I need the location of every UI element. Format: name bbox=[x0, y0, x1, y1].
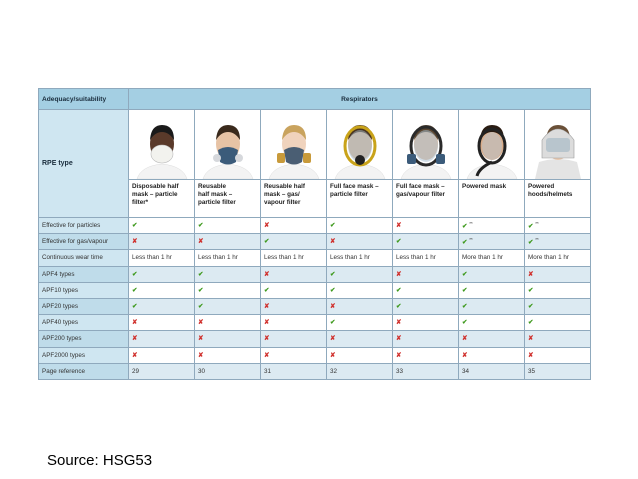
check-icon: ✔ bbox=[327, 282, 393, 298]
rpe-type-line: particle filter bbox=[330, 191, 368, 198]
rpe-type-label: RPE type bbox=[39, 110, 129, 218]
rpe-image-reusable-half-mask-gas-photo bbox=[261, 110, 327, 180]
cross-icon: ✘ bbox=[459, 347, 525, 363]
cross-icon: ✘ bbox=[327, 347, 393, 363]
double-star-note: ** bbox=[469, 237, 473, 243]
row-label: Effective for gas/vapour bbox=[39, 234, 129, 250]
cross-icon: ✘ bbox=[525, 347, 591, 363]
check-icon: ✔ bbox=[459, 315, 525, 331]
row-label: APF20 types bbox=[39, 298, 129, 314]
cross-icon: ✘ bbox=[129, 315, 195, 331]
row-label: APF4 types bbox=[39, 266, 129, 282]
check-icon: ✔ bbox=[195, 266, 261, 282]
check-icon: ✔ bbox=[459, 298, 525, 314]
cross-icon: ✘ bbox=[129, 234, 195, 250]
table-row bbox=[39, 363, 591, 379]
table-row bbox=[39, 298, 591, 314]
rpe-type-name bbox=[261, 180, 327, 218]
check-icon: ✔ bbox=[393, 282, 459, 298]
cross-icon: ✘ bbox=[129, 347, 195, 363]
rpe-type-line: hoods/helmets bbox=[528, 191, 573, 198]
cell-value: Less than 1 hr bbox=[327, 250, 393, 266]
rpe-image-full-face-mask-gas-photo bbox=[393, 110, 459, 180]
row-label: APF200 types bbox=[39, 331, 129, 347]
cell-value: Less than 1 hr bbox=[261, 250, 327, 266]
cell-value: 31 bbox=[261, 363, 327, 379]
rpe-image-powered-mask-photo bbox=[459, 110, 525, 180]
cell-value: Less than 1 hr bbox=[393, 250, 459, 266]
cross-icon: ✘ bbox=[525, 331, 591, 347]
cell-value: More than 1 hr bbox=[459, 250, 525, 266]
rpe-type-name bbox=[129, 180, 195, 218]
rpe-type-line: Powered bbox=[528, 183, 555, 190]
cell-value: 34 bbox=[459, 363, 525, 379]
cross-icon: ✘ bbox=[393, 347, 459, 363]
rpe-image-disposable-mask-photo bbox=[129, 110, 195, 180]
row-label: Page reference bbox=[39, 363, 129, 379]
rpe-type-line: filter* bbox=[132, 199, 149, 206]
cross-icon: ✘ bbox=[261, 218, 327, 234]
check-icon: ✔ bbox=[195, 298, 261, 314]
check-icon: ✔ bbox=[459, 282, 525, 298]
check-icon: ✔ bbox=[129, 266, 195, 282]
cross-icon: ✘ bbox=[393, 218, 459, 234]
table-row bbox=[39, 234, 591, 250]
row-label: Continuous wear time bbox=[39, 250, 129, 266]
source-caption: Source: HSG53 bbox=[47, 452, 153, 469]
cross-icon: ✘ bbox=[393, 331, 459, 347]
respirators-header: Respirators bbox=[129, 89, 591, 110]
table-row bbox=[39, 250, 591, 266]
cell-value: Less than 1 hr bbox=[129, 250, 195, 266]
table-row bbox=[39, 315, 591, 331]
check-icon: ✔ bbox=[129, 282, 195, 298]
rpe-type-line: Reusable half bbox=[264, 183, 305, 190]
rpe-type-line: Full face mask – bbox=[330, 183, 379, 190]
check-icon: ✔ bbox=[261, 234, 327, 250]
row-label: APF10 types bbox=[39, 282, 129, 298]
cell-value: More than 1 hr bbox=[525, 250, 591, 266]
cell-value: Less than 1 hr bbox=[195, 250, 261, 266]
cross-icon: ✘ bbox=[195, 234, 261, 250]
check-icon: ✔ bbox=[393, 234, 459, 250]
rpe-type-name bbox=[327, 180, 393, 218]
rpe-type-line: vapour filter bbox=[264, 199, 301, 206]
rpe-type-name bbox=[459, 180, 525, 218]
check-icon: ✔ bbox=[525, 282, 591, 298]
check-icon: ✔ bbox=[459, 266, 525, 282]
check-icon: ✔ ** bbox=[525, 218, 591, 234]
cross-icon: ✘ bbox=[195, 347, 261, 363]
cross-icon: ✘ bbox=[195, 331, 261, 347]
cell-value: 35 bbox=[525, 363, 591, 379]
rpe-type-line: mask – particle bbox=[132, 191, 178, 198]
rpe-image-reusable-half-mask-particle-photo bbox=[195, 110, 261, 180]
rpe-type-line: mask – gas/ bbox=[264, 191, 300, 198]
cross-icon: ✘ bbox=[261, 266, 327, 282]
rpe-image-full-face-mask-particle-photo bbox=[327, 110, 393, 180]
rpe-type-line: half mask – bbox=[198, 191, 233, 198]
rpe-type-line: Powered mask bbox=[462, 183, 507, 190]
cross-icon: ✘ bbox=[261, 331, 327, 347]
cell-value: 29 bbox=[129, 363, 195, 379]
rpe-type-name bbox=[393, 180, 459, 218]
cross-icon: ✘ bbox=[261, 298, 327, 314]
check-icon: ✔ ** bbox=[525, 234, 591, 250]
cross-icon: ✘ bbox=[327, 234, 393, 250]
double-star-note: ** bbox=[535, 237, 539, 243]
rpe-comparison-table bbox=[38, 88, 591, 380]
check-icon: ✔ bbox=[525, 298, 591, 314]
cross-icon: ✘ bbox=[525, 266, 591, 282]
rpe-image-powered-hood-photo bbox=[525, 110, 591, 180]
check-icon: ✔ bbox=[393, 298, 459, 314]
check-icon: ✔ bbox=[195, 218, 261, 234]
rpe-type-line: particle filter bbox=[198, 199, 236, 206]
table-row bbox=[39, 218, 591, 234]
cell-value: 32 bbox=[327, 363, 393, 379]
double-star-note: ** bbox=[469, 221, 473, 227]
check-icon: ✔ bbox=[261, 282, 327, 298]
cross-icon: ✘ bbox=[459, 331, 525, 347]
row-label: APF2000 types bbox=[39, 347, 129, 363]
table-row bbox=[39, 331, 591, 347]
cross-icon: ✘ bbox=[261, 315, 327, 331]
rpe-type-line: Reusable bbox=[198, 183, 226, 190]
check-icon: ✔ ** bbox=[459, 234, 525, 250]
check-icon: ✔ bbox=[525, 315, 591, 331]
table-row bbox=[39, 266, 591, 282]
check-icon: ✔ bbox=[195, 282, 261, 298]
rpe-type-line: Disposable half bbox=[132, 183, 179, 190]
table-row bbox=[39, 347, 591, 363]
cross-icon: ✘ bbox=[393, 315, 459, 331]
check-icon: ✔ bbox=[129, 218, 195, 234]
rpe-type-line: Full face mask – bbox=[396, 183, 445, 190]
check-icon: ✔ bbox=[129, 298, 195, 314]
table-row bbox=[39, 282, 591, 298]
cross-icon: ✘ bbox=[261, 347, 327, 363]
rpe-type-name bbox=[195, 180, 261, 218]
cell-value: 30 bbox=[195, 363, 261, 379]
cross-icon: ✘ bbox=[327, 331, 393, 347]
corner-header: Adequacy/suitability bbox=[39, 89, 129, 110]
cross-icon: ✘ bbox=[327, 298, 393, 314]
rpe-type-name bbox=[525, 180, 591, 218]
row-label: Effective for particles bbox=[39, 218, 129, 234]
cross-icon: ✘ bbox=[195, 315, 261, 331]
double-star-note: ** bbox=[535, 221, 539, 227]
check-icon: ✔ bbox=[327, 218, 393, 234]
check-icon: ✔ ** bbox=[459, 218, 525, 234]
cell-value: 33 bbox=[393, 363, 459, 379]
cross-icon: ✘ bbox=[393, 266, 459, 282]
cross-icon: ✘ bbox=[129, 331, 195, 347]
check-icon: ✔ bbox=[327, 315, 393, 331]
check-icon: ✔ bbox=[327, 266, 393, 282]
rpe-type-line: gas/vapour filter bbox=[396, 191, 445, 198]
row-label: APF40 types bbox=[39, 315, 129, 331]
